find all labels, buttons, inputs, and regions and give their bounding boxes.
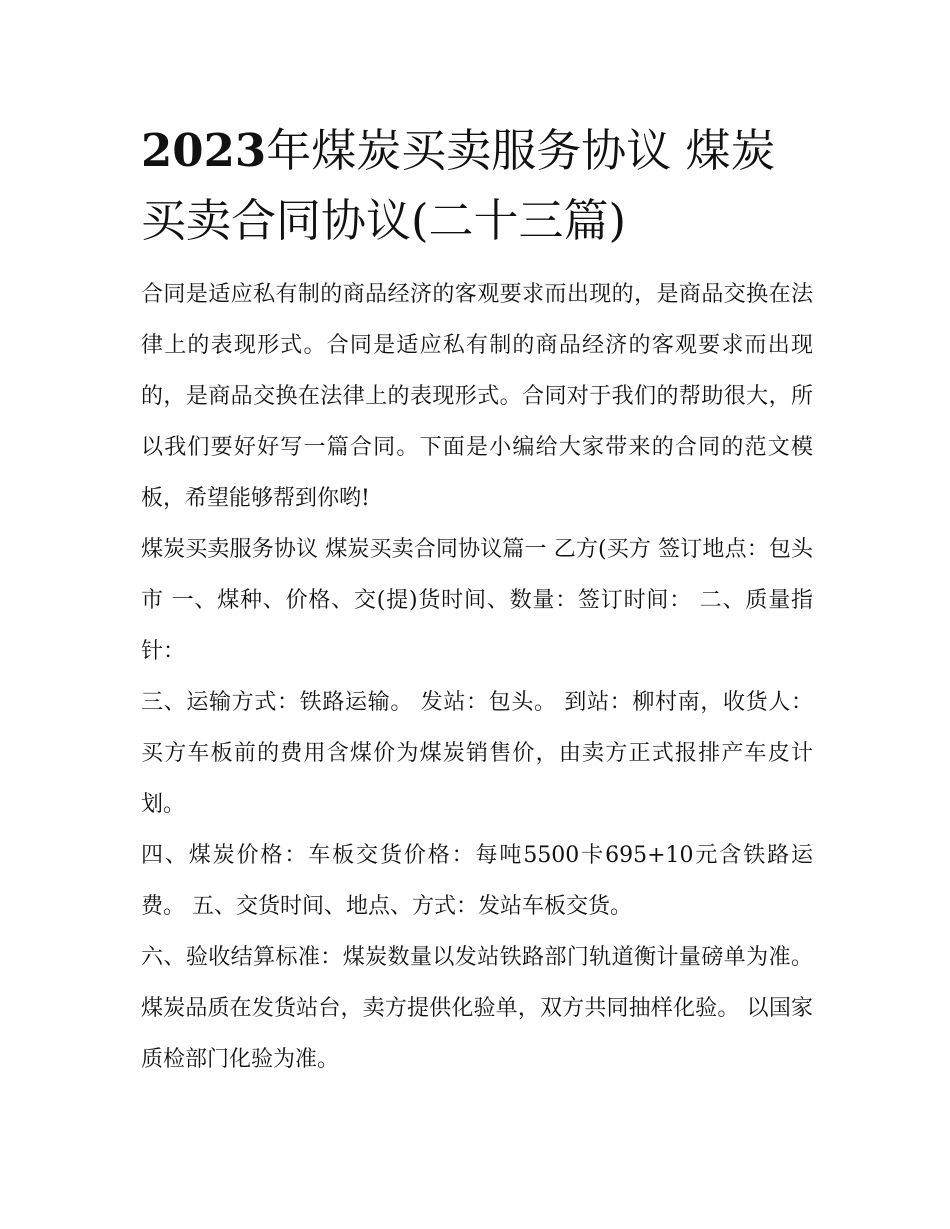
paragraph-transport: 三、运输方式：铁路运输。 发站：包头。 到站：柳村南，收货人：买方车板前的费用含煤价为煤炭销售价，由卖方正式报排产车皮计划。 xyxy=(141,690,813,817)
title-text: 年煤炭买卖服务协议 煤炭买卖合同协议(二十三篇) xyxy=(141,124,776,247)
document-content xyxy=(141,116,813,1085)
paragraph-price: 四、煤炭价格：车板交货价格：每吨5500卡695+10元含铁路运费。 五、交货时间、地点、方式：发站车板交货。 xyxy=(141,843,813,919)
document-title xyxy=(141,116,813,256)
intro-paragraph: 合同是适应私有制的商品经济的客观要求而出现的，是商品交换在法律上的表现形式。合同是适应私有制的商品经济的客观要求而出现的，是商品交换在法律上的表现形式。合同对于我们的帮助很大，所以我们要好好写一篇合同。下面是小编给大家带来的合同的范文模板，希望能够帮到你哟! xyxy=(141,282,813,511)
title-year: 2023 xyxy=(141,124,267,177)
paragraph-agreement-header: 煤炭买卖服务协议 煤炭买卖合同协议篇一 乙方(买方 签订地点：包头市 一、煤种、价格、交(提)货时间、数量：签订时间： 二、质量指针： xyxy=(141,537,813,664)
paragraph-acceptance: 六、验收结算标准：煤炭数量以发站铁路部门轨道衡计量磅单为准。 煤炭品质在发货站台，卖方提供化验单，双方共同抽样化验。 以国家质检部门化验为准。 xyxy=(141,945,813,1072)
document-body xyxy=(141,269,813,1085)
